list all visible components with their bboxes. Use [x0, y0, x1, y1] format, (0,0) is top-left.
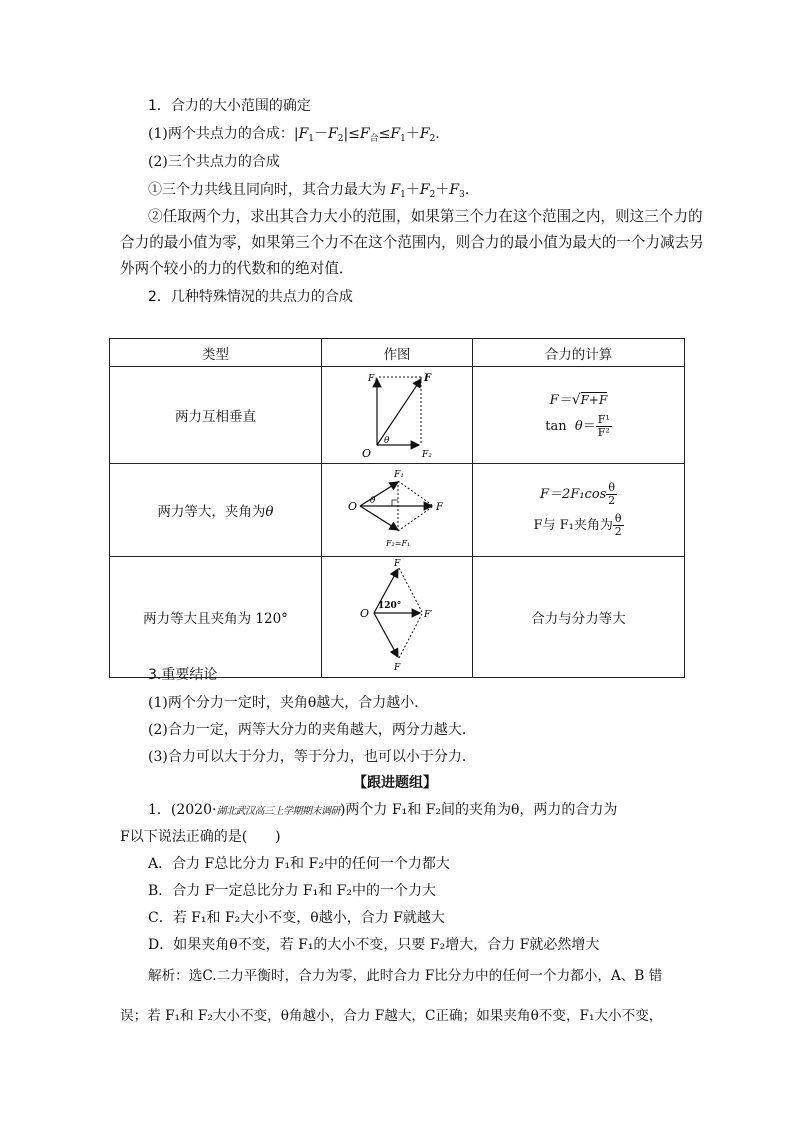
fig1-O-label: O	[362, 447, 372, 459]
equal-forces-diagram	[322, 464, 472, 552]
row1-type: 两力互相垂直	[110, 367, 322, 464]
fig3-Ftop-label: F	[394, 559, 401, 569]
header-figure: 作图	[322, 339, 473, 367]
row2-calc	[473, 464, 685, 557]
fig3-angle-label: 120°	[378, 601, 402, 611]
item2a-prefix: ①三个力共线且同向时，其合力最大为	[148, 182, 391, 198]
analysis-line1: 解析：选C.二力平衡时，合力为零，此时合力 F比分力中的任何一个力都小，A、B 错	[148, 968, 663, 984]
row3-figure	[322, 557, 473, 678]
option-d: D．如果夹角θ不变，若 F₁的大小不变，只要 F₂增大，合力 F就必然增大	[148, 937, 600, 953]
fig2-F-label: F	[436, 502, 443, 513]
row3-type: 两力等大且夹角为 120°	[110, 557, 322, 678]
header-type: 类型	[110, 339, 322, 367]
row2-type: 两力等大，夹角为θ	[110, 464, 322, 557]
fig2-O-label: O	[348, 500, 358, 513]
conclusion-3: (3)合力可以大于分力，等于分力，也可以小于分力．	[148, 749, 476, 765]
row2-calc1: F＝2F₁cos $\frac{\theta}{2}$	[540, 481, 616, 507]
equal-forces-120-diagram	[322, 557, 472, 673]
fig1-theta-label: θ	[384, 436, 390, 446]
item1-prefix: (1)两个共点力的合成：	[148, 126, 294, 142]
synthesis-table	[109, 338, 685, 678]
fig1-F2-label: F₂	[422, 450, 432, 459]
item1	[148, 124, 440, 149]
option-c: C．若 F₁和 F₂大小不变，θ越小，合力 F就越大	[148, 910, 445, 926]
section2-title: 2．几种特殊情况的共点力的合成	[148, 289, 353, 305]
header-calc: 合力的计算	[473, 339, 685, 367]
fig1-F-label: F	[424, 373, 432, 384]
item2: (2)三个共点力的合成	[148, 154, 280, 170]
row2-calc2: F与 F₁夹角为 $\frac{\theta}{2}$	[533, 512, 622, 538]
row1-calc2: tan θ＝ $\frac{\text{F¹}}{\text{F²}}$	[545, 413, 610, 439]
fig2-eq-label: F₂=F₁	[386, 539, 411, 548]
item1-formula: $|F_1-F_2|\le F_合\le F_1+F_2$.	[293, 126, 440, 144]
fig2-F1-label: F₁	[394, 470, 404, 480]
row3-calc: 合力与分力等大	[473, 557, 685, 678]
fig3-Fp-label: F′	[424, 610, 433, 620]
row1-calc1: F＝√F+F	[549, 392, 608, 408]
section1-title: 1．合力的大小范围的确定	[148, 98, 311, 114]
conclusion-1: (1)两个分力一定时，夹角θ越大，合力越小．	[148, 695, 429, 711]
practice-heading: 【跟进题组】	[353, 775, 437, 791]
perpendicular-forces-diagram	[322, 367, 472, 459]
option-a: A．合力 F总比分力 F₁和 F₂中的任何一个力都大	[148, 856, 450, 872]
item2b-line2: 合力的最小值为零，如果第三个力不在这个范围内，则合力的最小值为最大的一个力减去另	[120, 234, 704, 251]
question-1-line2: F以下说法正确的是( )	[120, 829, 281, 845]
option-b: B．合力 F一定总比分力 F₁和 F₂中的一个力大	[148, 883, 437, 899]
row2-figure	[322, 464, 473, 557]
fig3-Fbot-label: F	[394, 663, 401, 673]
fig3-O-label: O	[360, 607, 370, 620]
fig2-theta-label: θ	[370, 496, 376, 506]
item2a-formula: $F_1+F_2+F_3$.	[390, 182, 470, 200]
question-source: 湖北武汉高三上学期期末调研	[216, 806, 340, 817]
item2b-line1: ②任取两个力，求出其合力大小的范围，如果第三个力在这个范围之内，则这三个力的	[148, 208, 703, 225]
table-row	[110, 557, 685, 678]
row1-figure	[322, 367, 473, 464]
item2a	[148, 180, 469, 205]
fig1-F1-label: F₁	[368, 374, 378, 384]
table-row	[110, 464, 685, 557]
item2b-line3: 外两个较小的力的代数和的绝对值．	[120, 260, 354, 277]
analysis-line2: 误；若 F₁和 F₂大小不变，θ角越小，合力 F越大，C正确；如果夹角θ不变，F₁大小不变，	[120, 1008, 663, 1024]
table-header-row	[110, 339, 685, 367]
question-1: 1．(2020·湖北武汉高三上学期期末调研)两个力 F₁和 F₂间的夹角为θ，两力的合力为	[148, 802, 618, 818]
conclusion-2: (2)合力一定，两等大分力的夹角越大，两分力越大．	[148, 722, 476, 738]
section3-title: 3.重要结论	[148, 667, 218, 683]
row1-calc	[473, 367, 685, 464]
table-row	[110, 367, 685, 464]
